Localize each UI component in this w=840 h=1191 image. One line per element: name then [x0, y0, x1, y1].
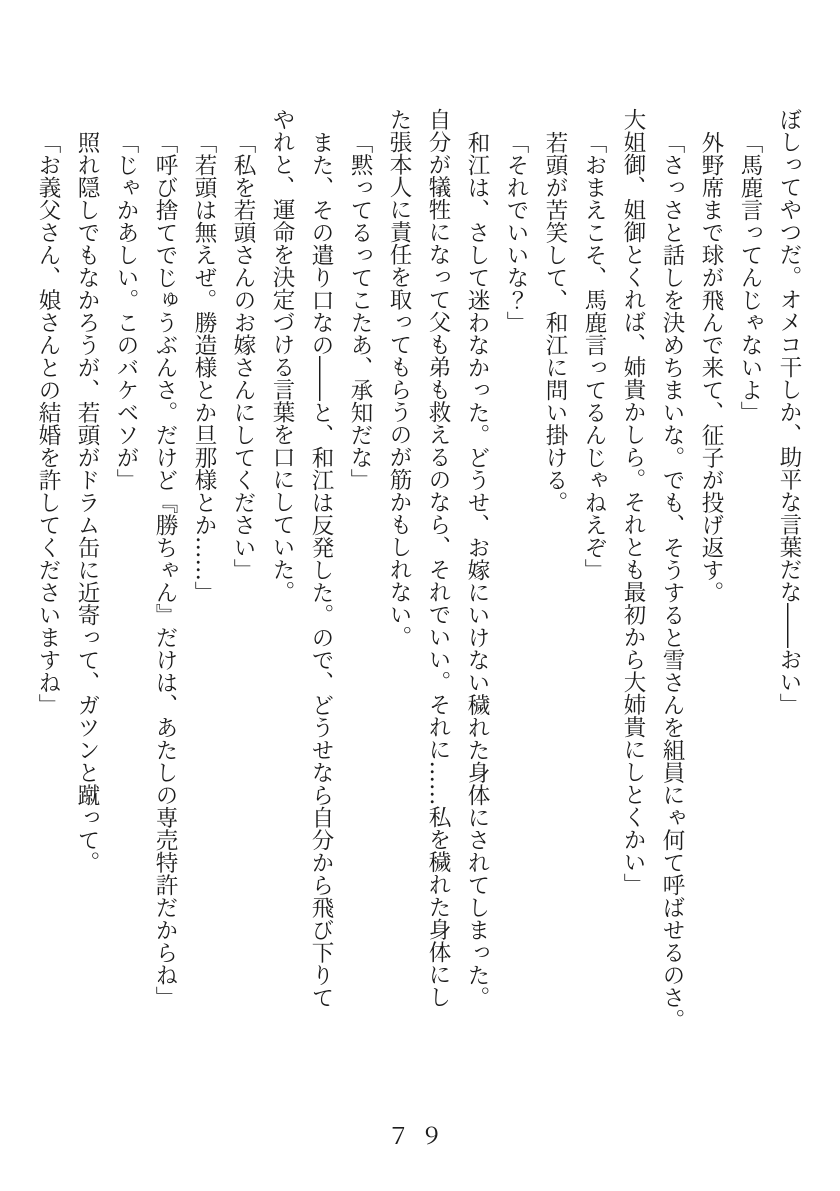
text-line: 「私を若頭さんのお嫁さんにしてください」 — [230, 130, 256, 581]
text-line: 「呼び捨てでじゅうぶんさ。だけど『勝ちゃん』だけは、あたしの専売特許だからね」 — [152, 130, 178, 1008]
text-line: 「それでいいな？」 — [503, 130, 529, 333]
text-line: 「馬鹿言ってんじゃないよ」 — [737, 130, 763, 423]
text-line: 「お義父さん、娘さんとの結婚を許してくださいますね」 — [35, 130, 61, 716]
vertical-text-area — [28, 108, 808, 1031]
text-line: やれと、運命を決定づける言葉を口にしていた。 — [269, 108, 295, 603]
text-line: 「おまえこそ、馬鹿言ってるんじゃねえぞ」 — [581, 130, 607, 581]
text-line: 「じゃかあしい。このバケベソが」 — [113, 130, 139, 491]
text-line: 外野席まで球が飛んで来て、征子が投げ返す。 — [698, 130, 724, 603]
text-line: 自分が犠牲になって父も弟も救えるのなら、それでいい。それに……私を穢れた身体にし — [425, 108, 451, 1008]
text-line: 照れ隠しでもなかろうが、若頭がドラム缶に近寄って、ガツンと蹴って。 — [74, 130, 100, 873]
text-line: 若頭が苦笑して、和江に問い掛ける。 — [542, 130, 568, 513]
text-line: 「黙ってるってこたあ、承知だな」 — [347, 130, 373, 491]
text-line: また、その遣り口なの――と、和江は反発した。ので、どうせなら自分から飛び下りて — [308, 130, 334, 1008]
page-number: ７９ — [387, 1124, 453, 1150]
text-line: 「若頭は無えぜ。勝造様とか旦那様とか……」 — [191, 130, 217, 603]
text-line: た張本人に責任を取ってもらうのが筋かもしれない。 — [386, 108, 412, 648]
text-line: 和江は、さして迷わなかった。どうせ、お嫁にいけない穢れた身体にされてしまった。 — [464, 130, 490, 1008]
text-line: 「さっさと話しを決めちまいな。でも、そうすると雪さんを組員にゃ何て呼ばせるのさ。 — [659, 130, 685, 1031]
text-line: ぼしってやつだ。オメコ干しか、助平な言葉だな――おい」 — [776, 108, 802, 716]
text-line: 大姐御、姐御とくれば、姉貴かしら。それとも最初から大姉貴にしとくかい」 — [620, 108, 646, 896]
